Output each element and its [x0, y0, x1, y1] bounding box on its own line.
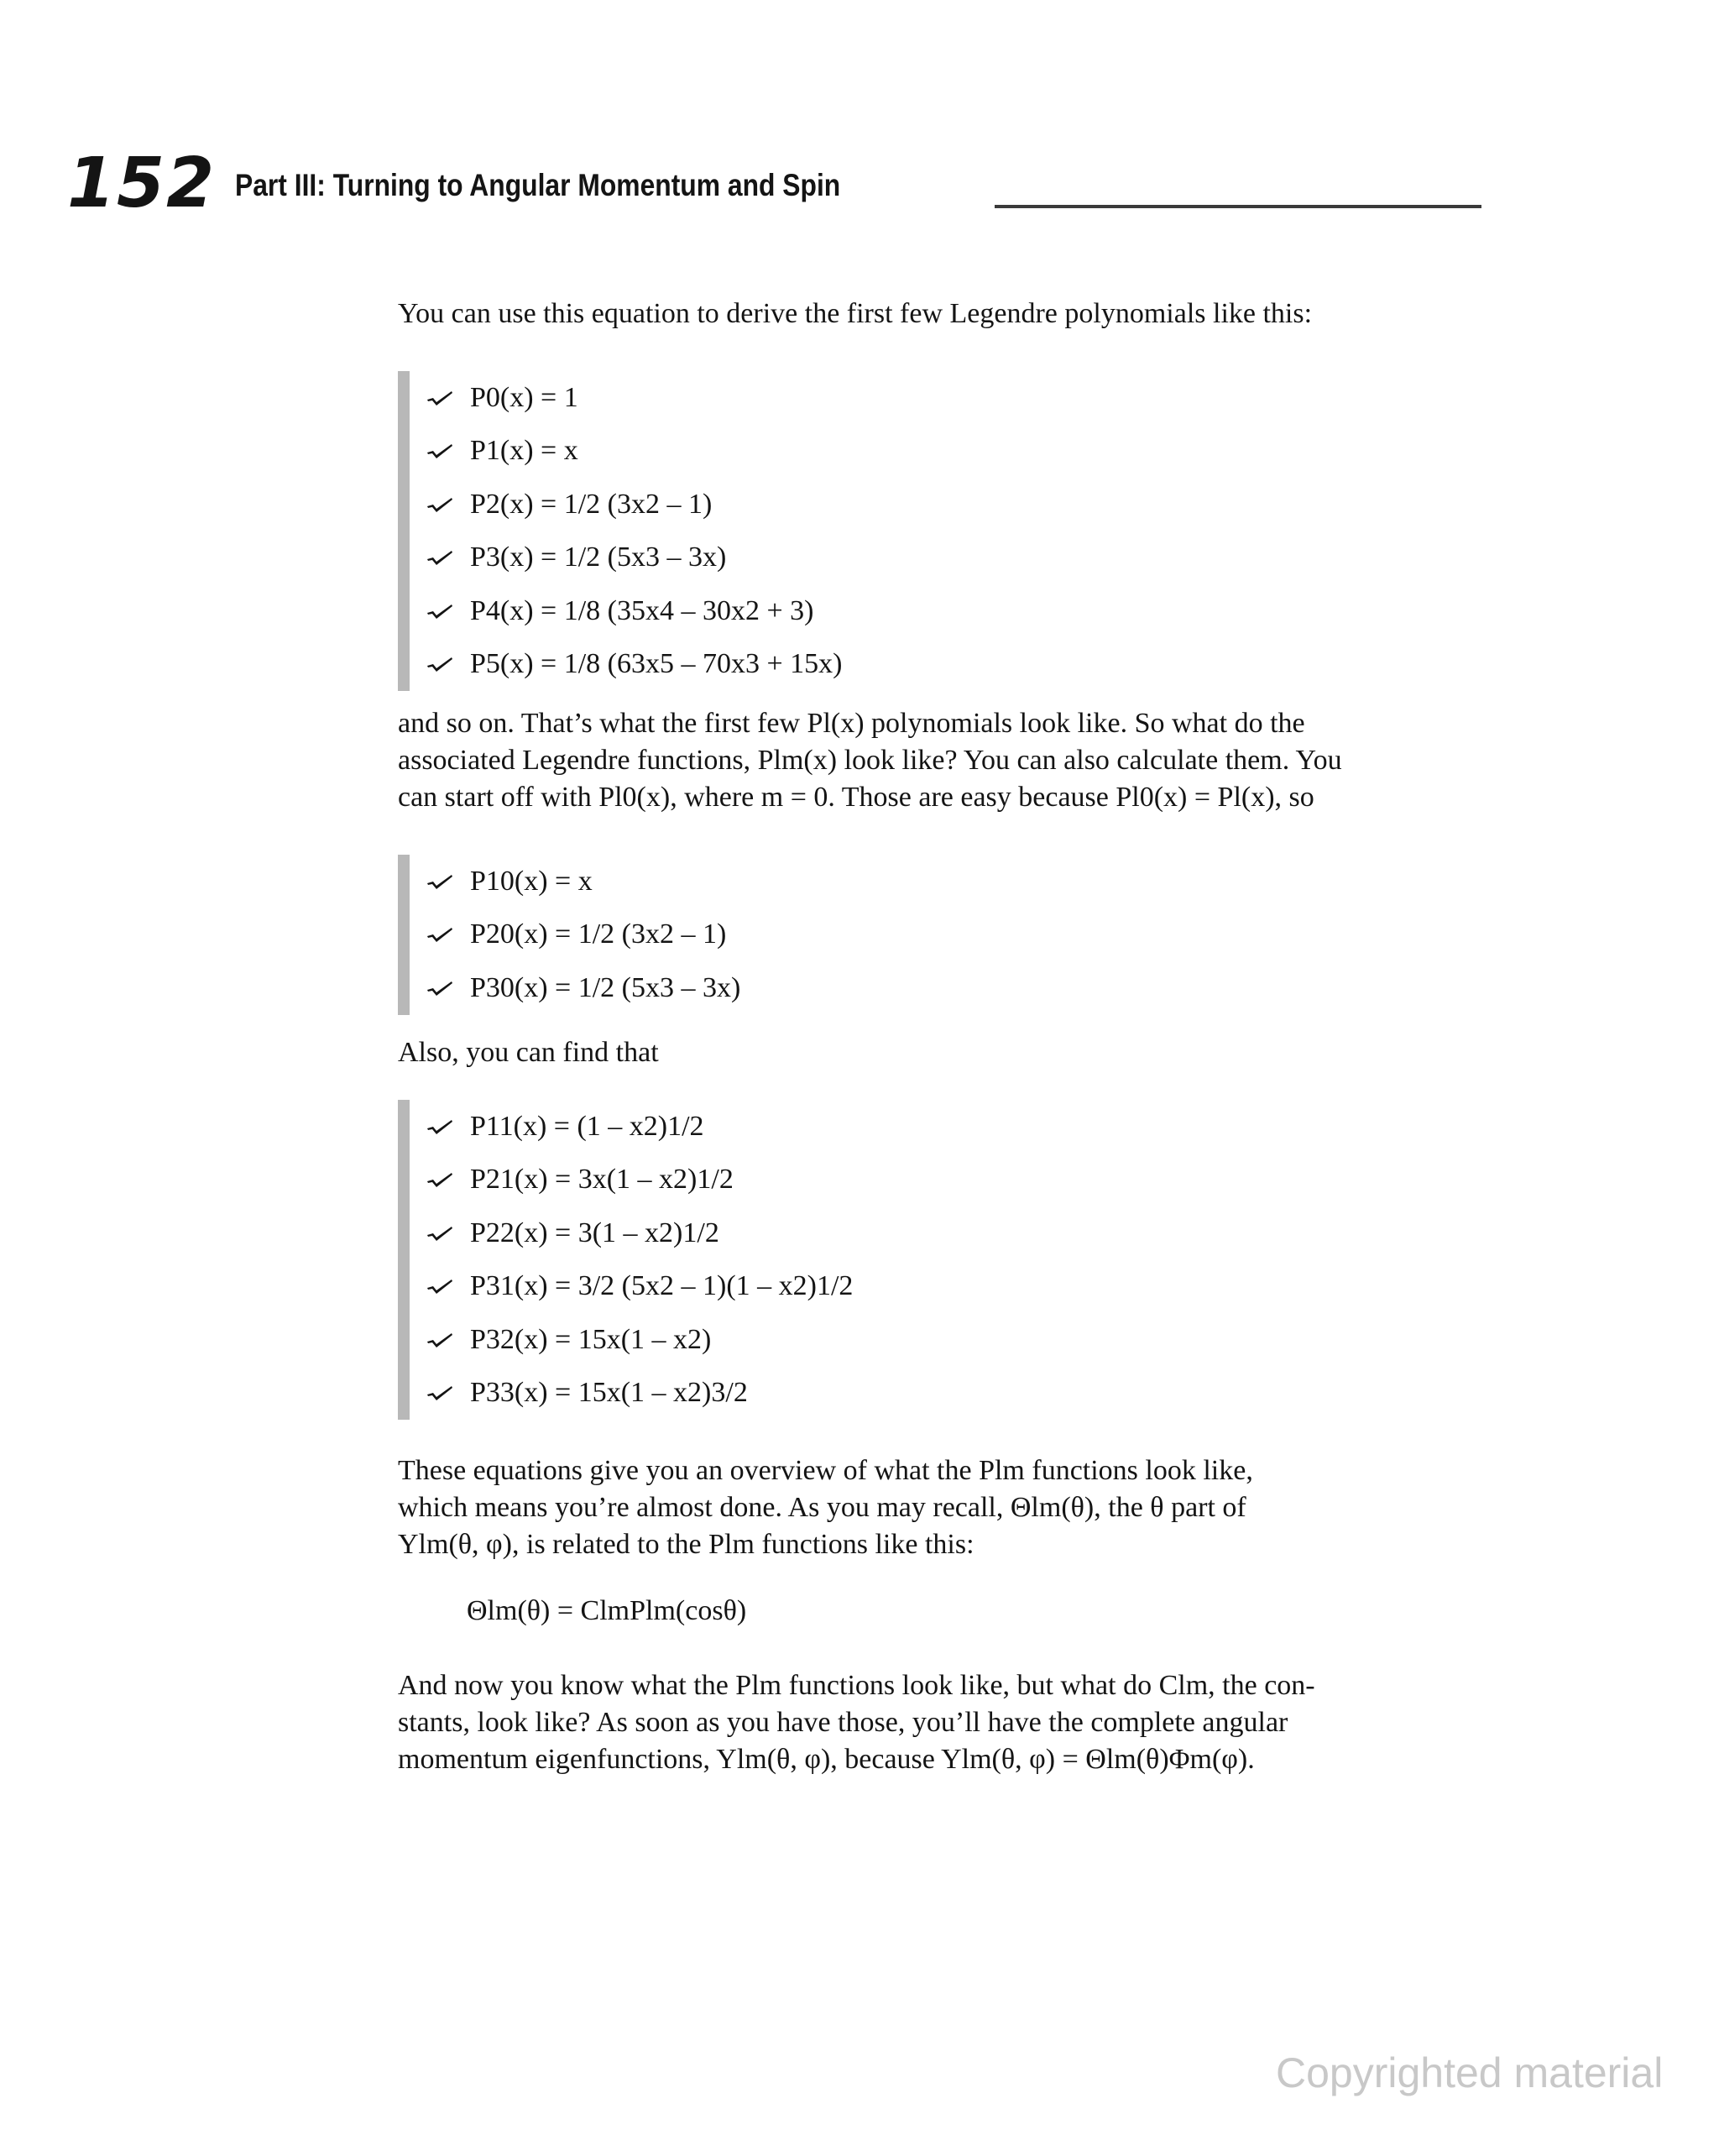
list-item: [426, 908, 740, 962]
list-item: [426, 1154, 853, 1207]
checkmark-bullet-icon: [426, 873, 453, 890]
list-bar: [398, 1100, 410, 1420]
equation-text: P32(x) = 15x(1 – x2): [470, 1323, 712, 1355]
associated-function-list: [398, 1100, 854, 1420]
page-header: [67, 144, 1494, 233]
page-number: 152: [67, 144, 217, 223]
equation-text: P31(x) = 3/2 (5x2 – 1)(1 – x2)1/2: [470, 1270, 854, 1302]
checkmark-bullet-icon: [426, 926, 453, 943]
equation-text: P2(x) = 1/2 (3x2 – 1): [470, 488, 713, 520]
equation-text: P11(x) = (1 – x2)1/2: [470, 1110, 704, 1142]
paragraph-line: can start off with Pl0(x), where m = 0. Those are easy because Pl0(x) = Pl(x), so: [398, 782, 1314, 813]
equation-text: P21(x) = 3x(1 – x2)1/2: [470, 1164, 734, 1196]
equation-text: P22(x) = 3(1 – x2)1/2: [470, 1217, 719, 1248]
copyright-watermark: Copyrighted material: [1276, 2049, 1664, 2096]
paragraph-line: associated Legendre functions, Plm(x) look like? You can also calculate them. You: [398, 745, 1342, 776]
paragraph-line: Ylm(θ, φ), is related to the Plm functions like this:: [398, 1529, 974, 1560]
theta-equation: Θlm(θ) = ClmPlm(cosθ): [467, 1595, 747, 1626]
equation-text: P30(x) = 1/2 (5x3 – 3x): [470, 971, 741, 1003]
equation-text: P33(x) = 15x(1 – x2)3/2: [470, 1377, 748, 1409]
list-item: [426, 1367, 853, 1421]
header-rule: [995, 205, 1481, 208]
paragraph-line: stants, look like? As soon as you have those, you’ll have the complete angular: [398, 1707, 1288, 1738]
list-item: [426, 1260, 853, 1314]
paragraph-line: These equations give you an overview of what the Plm functions look like,: [398, 1455, 1253, 1486]
list-item: [426, 961, 740, 1015]
associated-legendre-paragraph: [398, 705, 1489, 816]
list-item: [426, 1100, 853, 1154]
list-item: [426, 425, 843, 479]
checkmark-bullet-icon: [426, 1332, 453, 1348]
equation-text: P4(x) = 1/8 (35x4 – 30x2 + 3): [470, 594, 814, 626]
list-item: [426, 478, 843, 531]
list-item: [426, 371, 843, 425]
intro-paragraph: You can use this equation to derive the first few Legendre polynomials like this:: [398, 298, 1313, 329]
checkmark-bullet-icon: [426, 549, 453, 566]
legendre-polynomial-list: [398, 371, 843, 691]
checkmark-bullet-icon: [426, 496, 453, 513]
m-zero-list: [398, 855, 741, 1015]
list-item: [426, 1313, 853, 1367]
checkmark-bullet-icon: [426, 656, 453, 672]
list-item: [426, 855, 740, 908]
checkmark-bullet-icon: [426, 1225, 453, 1242]
checkmark-bullet-icon: [426, 980, 453, 997]
final-paragraph: [398, 1667, 1489, 1778]
list-item: [426, 1206, 853, 1260]
checkmark-bullet-icon: [426, 390, 453, 406]
list-item: [426, 638, 843, 692]
paragraph-line: momentum eigenfunctions, Ylm(θ, φ), because Ylm(θ, φ) = Θlm(θ)Φm(φ).: [398, 1744, 1255, 1775]
equation-text: P0(x) = 1: [470, 381, 578, 413]
list-bar: [398, 371, 410, 691]
also-paragraph: Also, you can find that: [398, 1037, 659, 1068]
checkmark-bullet-icon: [426, 442, 453, 459]
paragraph-line: which means you’re almost done. As you may recall, Θlm(θ), the θ part of: [398, 1492, 1246, 1523]
checkmark-bullet-icon: [426, 1278, 453, 1295]
list-bar: [398, 855, 410, 1015]
equation-text: P20(x) = 1/2 (3x2 – 1): [470, 918, 727, 950]
equation-text: P3(x) = 1/2 (5x3 – 3x): [470, 542, 727, 573]
checkmark-bullet-icon: [426, 1171, 453, 1188]
list-item: [426, 584, 843, 638]
checkmark-bullet-icon: [426, 1118, 453, 1135]
equation-text: P5(x) = 1/8 (63x5 – 70x3 + 15x): [470, 648, 843, 680]
checkmark-bullet-icon: [426, 603, 453, 620]
part-title: Part III: Turning to Angular Momentum and Spin: [235, 168, 841, 202]
equation-text: P1(x) = x: [470, 435, 578, 467]
checkmark-bullet-icon: [426, 1384, 453, 1401]
paragraph-line: And now you know what the Plm functions look like, but what do Clm, the con-: [398, 1670, 1315, 1701]
paragraph-line: and so on. That’s what the first few Pl(x) polynomials look like. So what do the: [398, 708, 1305, 739]
overview-paragraph: [398, 1452, 1489, 1563]
equation-text: P10(x) = x: [470, 865, 593, 897]
list-item: [426, 531, 843, 585]
